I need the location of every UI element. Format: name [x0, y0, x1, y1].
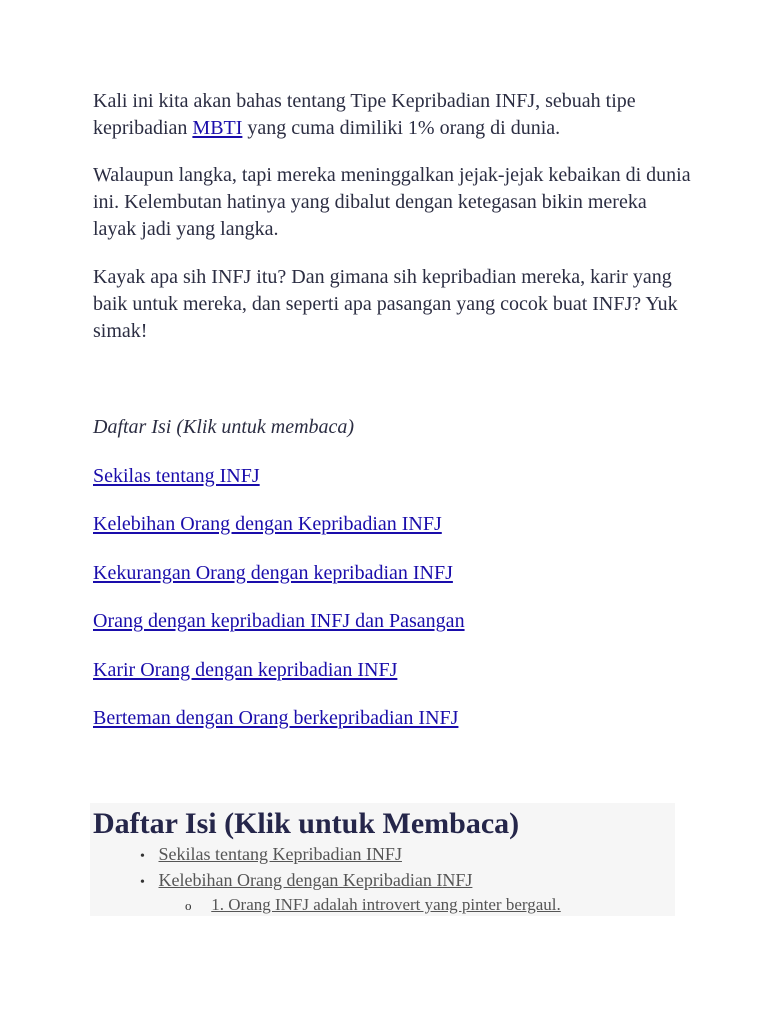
mbti-link[interactable]: MBTI	[192, 117, 243, 139]
intro-paragraph-1	[93, 88, 693, 142]
toc-link-kekurangan[interactable]: Kekurangan Orang dengan kepribadian INFJ	[93, 562, 453, 584]
bullet-icon: •	[140, 875, 145, 890]
intro-paragraph-3: Kayak apa sih INFJ itu? Dan gimana sih kepribadian mereka, karir yang baik untuk mereka, dan seperti apa pasangan yang cocok buat INFJ? Yuk simak!	[93, 266, 678, 342]
toc-title: Daftar Isi (Klik untuk membaca)	[93, 416, 355, 438]
toc-link-berteman[interactable]: Berteman dengan Orang berkepribadian INFJ	[93, 707, 459, 729]
sub-bullet-icon: o	[185, 898, 192, 913]
toc-link-kelebihan[interactable]: Kelebihan Orang dengan Kepribadian INFJ	[93, 513, 442, 535]
toc-box-title: Daftar Isi (Klik untuk Membaca)	[93, 807, 520, 840]
toc-box-subitem	[185, 895, 561, 915]
toc-box-link-kelebihan[interactable]: Kelebihan Orang dengan Kepribadian INFJ	[158, 870, 473, 890]
toc-link-karir[interactable]: Karir Orang dengan kepribadian INFJ	[93, 659, 398, 681]
toc-link-sekilas[interactable]: Sekilas tentang INFJ	[93, 465, 260, 487]
intro-paragraph-2: Walaupun langka, tapi mereka meninggalkan jejak-jejak kebaikan di dunia ini. Kelembutan hatinya yang dibalut dengan ketegasan bikin mereka layak jadi yang langka.	[93, 164, 691, 240]
intro-text-after-link: yang cuma dimiliki 1% orang di dunia.	[242, 117, 561, 139]
intro-text-before-link: Kali ini kita akan bahas tentang Tipe Kepribadian INFJ, sebuah tipe kepribadian	[93, 90, 636, 139]
toc-link-pasangan[interactable]: Orang dengan kepribadian INFJ dan Pasangan	[93, 610, 465, 632]
toc-box-link-sekilas[interactable]: Sekilas tentang Kepribadian INFJ	[158, 844, 402, 864]
toc-box-item	[140, 870, 472, 891]
toc-box	[90, 803, 675, 916]
toc-box-link-introvert[interactable]: 1. Orang INFJ adalah introvert yang pinter bergaul.	[211, 895, 561, 914]
bullet-icon: •	[140, 849, 145, 864]
toc-box-item	[140, 844, 402, 865]
